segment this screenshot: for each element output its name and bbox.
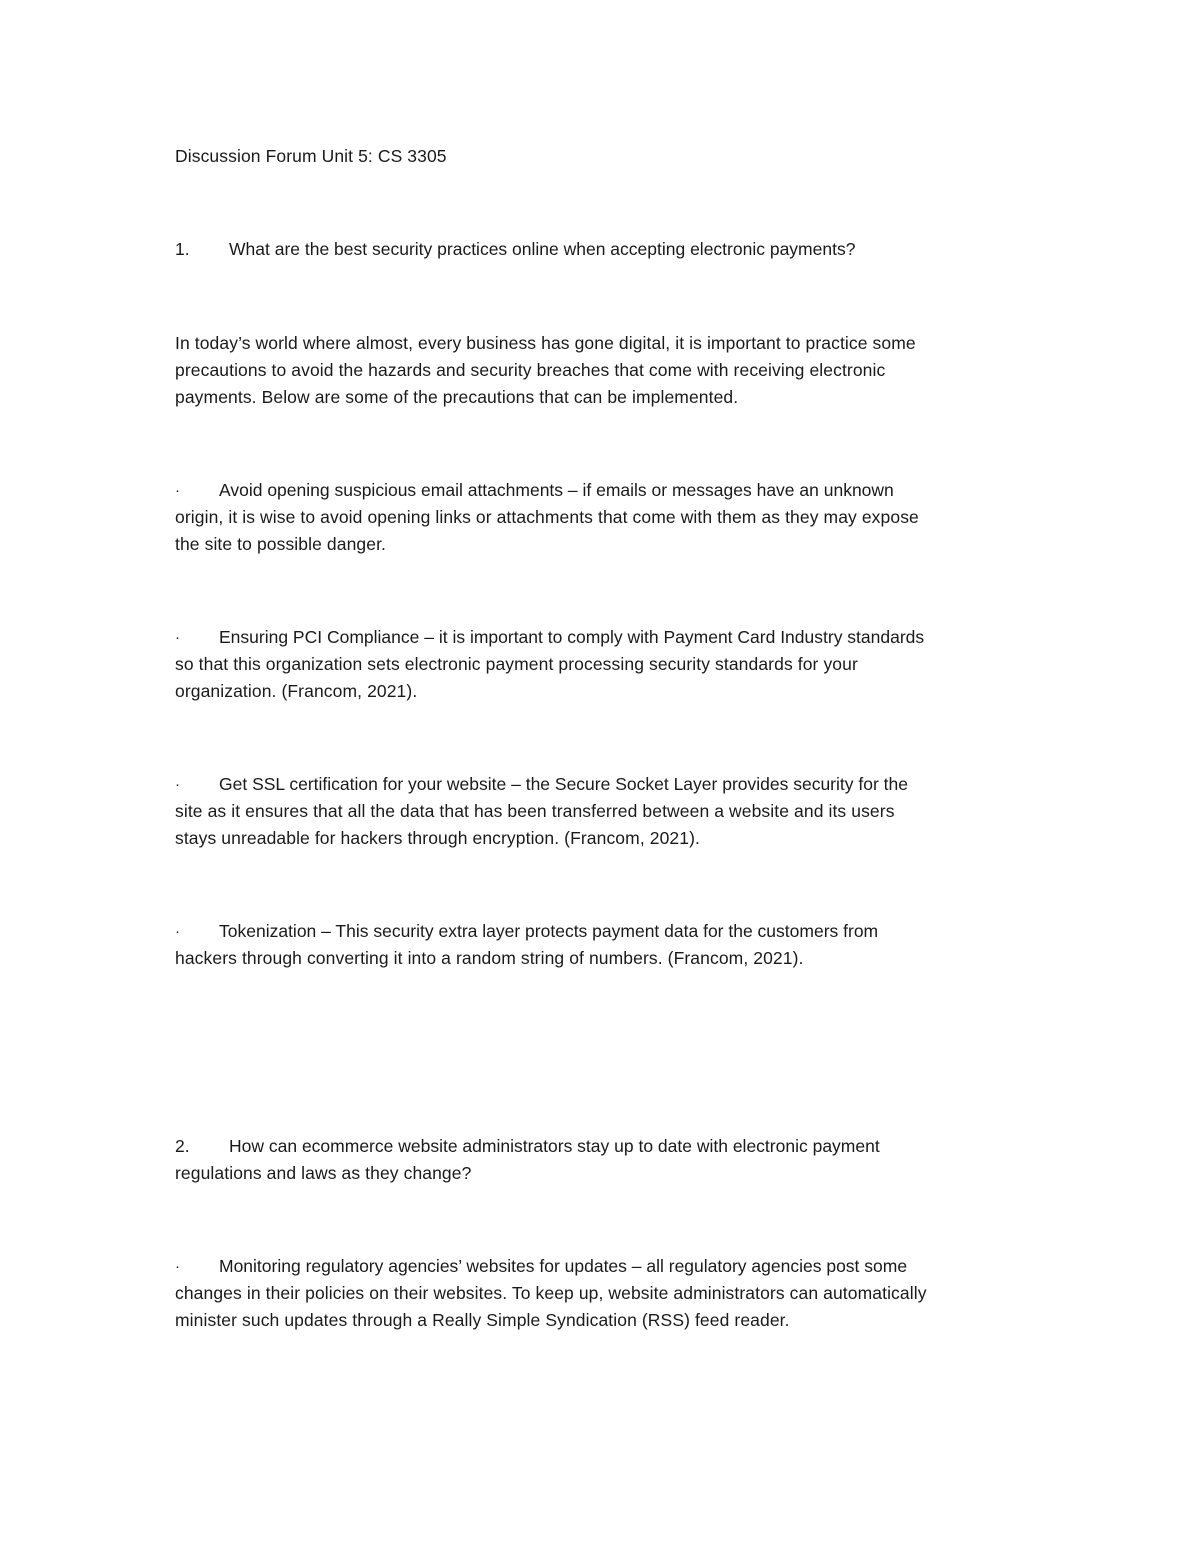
bullet-symbol: · bbox=[175, 482, 180, 499]
question-2-number: 2. bbox=[175, 1136, 190, 1156]
bullet-symbol: · bbox=[175, 776, 180, 793]
bullet-4-line-2: hackers through converting it into a random string of numbers. (Francom, 2021). bbox=[175, 948, 804, 968]
bullet-2-line-2: so that this organization sets electronic payment processing security standards for your bbox=[175, 654, 858, 674]
bullet-symbol: · bbox=[175, 629, 180, 646]
intro-line-3: payments. Below are some of the precautions that can be implemented. bbox=[175, 387, 739, 407]
question-1-text: What are the best security practices online when accepting electronic payments? bbox=[229, 239, 856, 259]
bullet-3-line-2: site as it ensures that all the data that has been transferred between a website and its users bbox=[175, 801, 895, 821]
question-1-number: 1. bbox=[175, 239, 190, 259]
bullet-symbol: · bbox=[175, 1258, 180, 1275]
intro-line-1: In today’s world where almost, every business has gone digital, it is important to practice some bbox=[175, 333, 916, 353]
bullet-2-line-3: organization. (Francom, 2021). bbox=[175, 681, 418, 701]
bullet-3-first-line: Get SSL certification for your website – the Secure Socket Layer provides security for the bbox=[219, 774, 908, 794]
bullet-5-line-3: minister such updates through a Really Simple Syndication (RSS) feed reader. bbox=[175, 1310, 790, 1330]
question-2-text: How can ecommerce website administrators stay up to date with electronic payment bbox=[229, 1136, 880, 1156]
bullet-2-first-line: Ensuring PCI Compliance – it is important to comply with Payment Card Industry standards bbox=[219, 627, 925, 647]
question-2-line-2: regulations and laws as they change? bbox=[175, 1163, 472, 1183]
bullet-1-line-3: the site to possible danger. bbox=[175, 534, 386, 554]
bullet-symbol: · bbox=[175, 923, 180, 940]
bullet-4-first-line: Tokenization – This security extra layer protects payment data for the customers from bbox=[219, 921, 879, 941]
document-title: Discussion Forum Unit 5: CS 3305 bbox=[175, 146, 447, 166]
bullet-5-first-line: Monitoring regulatory agencies’ websites for updates – all regulatory agencies post some bbox=[219, 1256, 908, 1276]
question-1 bbox=[0, 236, 1200, 263]
bullet-1-first-line: Avoid opening suspicious email attachments – if emails or messages have an unknown bbox=[219, 480, 894, 500]
bullet-1-line-2: origin, it is wise to avoid opening links or attachments that come with them as they may expose bbox=[175, 507, 919, 527]
question-2 bbox=[0, 1133, 1200, 1160]
intro-line-2: precautions to avoid the hazards and security breaches that come with receiving electronic bbox=[175, 360, 886, 380]
bullet-5-line-2: changes in their policies on their websites. To keep up, website administrators can automatically bbox=[175, 1283, 927, 1303]
bullet-3-line-3: stays unreadable for hackers through encryption. (Francom, 2021). bbox=[175, 828, 700, 848]
